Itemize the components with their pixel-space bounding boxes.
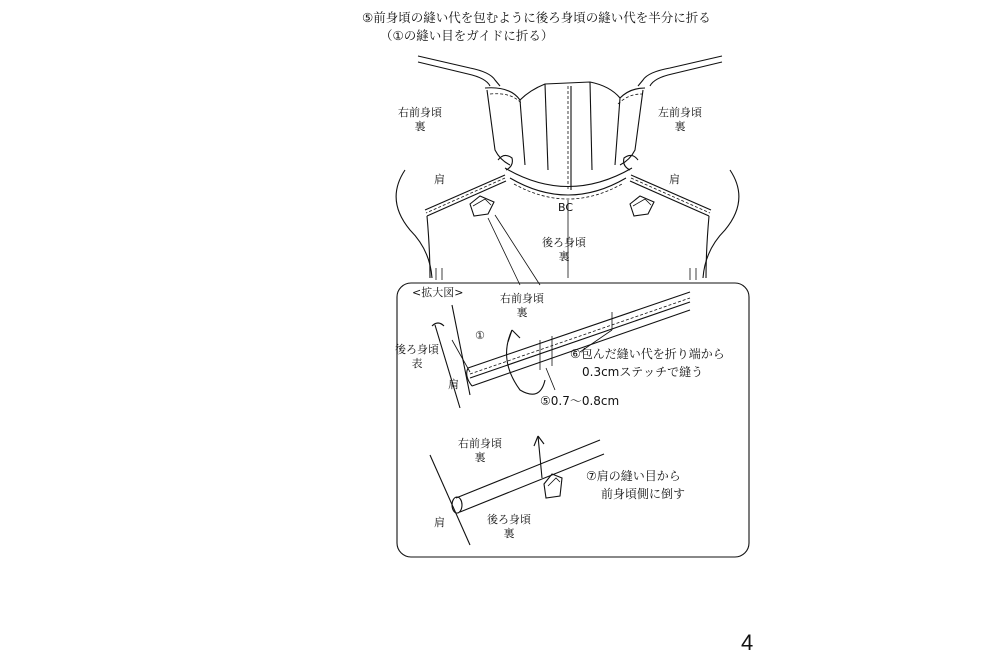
step6-line1: ⑥包んだ縫い代を折り端から [570,347,725,361]
zoom-title: <拡大図> [412,286,464,299]
zoom-back-text: 後ろ身頃 [395,343,439,356]
zoom2-back-text: 後ろ身頃 [487,513,531,526]
bc-label: BC [558,201,574,214]
shoulder-label-right: 肩 [669,173,680,186]
step5-width: ⑤0.7〜0.8cm [540,394,620,408]
zoom2-right-front-text: 右前身頃 [458,437,502,450]
back-body-label [542,236,586,264]
iron-icon [470,196,494,216]
left-front-label [658,106,702,134]
right-front-label [398,106,442,134]
zoom-right-front-text: 右前身頃 [500,292,544,305]
up-arrow-icon [534,436,544,478]
back-body-side: 裏 [558,250,570,263]
page-number: 4 [741,630,754,655]
zoom-right-front-label [500,292,544,320]
step6-line2: 0.3cmステッチで縫う [582,365,704,379]
step5-note: （①の縫い目をガイドに折る） [380,28,554,43]
step5-instruction: ⑤前身頃の縫い代を包むように後ろ身頃の縫い代を半分に折る [362,10,711,25]
right-front-text: 右前身頃 [398,106,442,119]
zoom-shoulder-label: 肩 [448,378,459,391]
back-body-text: 後ろ身頃 [542,236,586,249]
zoom-right-front-side: 裏 [516,306,528,319]
right-front-side: 裏 [414,120,426,133]
iron-icon [630,196,654,216]
seam-marker-1: ① [475,329,485,342]
step7-line1: ⑦肩の縫い目から [586,469,681,483]
zoom-back-side: 表 [411,357,423,370]
zoom2-right-front-side: 裏 [474,451,486,464]
zoom2-back-side: 裏 [503,527,515,540]
step7-line2: 前身頃側に倒す [601,487,686,501]
zoom2-back-label [487,513,531,541]
zoom2-right-front-label [458,437,502,465]
left-front-side: 裏 [674,120,686,133]
zoom-back-label [395,343,439,371]
left-front-text: 左前身頃 [658,106,702,119]
shoulder-label-left: 肩 [434,173,445,186]
zoom2-shoulder-label: 肩 [434,516,445,529]
zoom-frame [397,283,749,557]
